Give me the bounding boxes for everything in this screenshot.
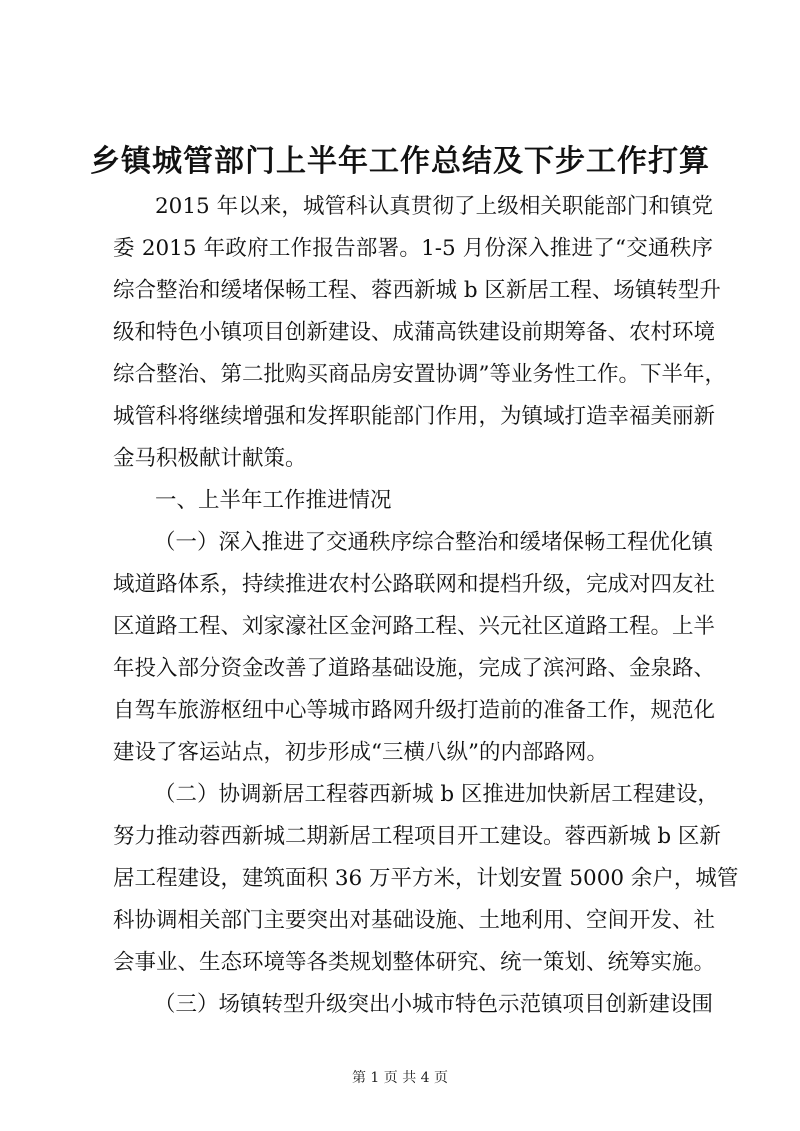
paragraph-line: 级和特色小镇项目创新建设、成蒲高铁建设前期筹备、农村环境 (113, 320, 716, 345)
paragraph-line: 2015 年以来，城管科认真贯彻了上级相关职能部门和镇党 (155, 194, 713, 219)
paragraph-line: 域道路体系，持续推进农村公路联网和提档升级，完成对四友社 (113, 572, 716, 597)
paragraph-line: （三）场镇转型升级突出小城市特色示范镇项目创新建设围 (154, 992, 714, 1017)
paragraph-line: 年投入部分资金改善了道路基础设施，完成了滨河路、金泉路、 (113, 656, 716, 681)
paragraph-line: 区道路工程、刘家濠社区金河路工程、兴元社区道路工程。上半 (113, 614, 716, 639)
paragraph-line: 城管科将继续增强和发挥职能部门作用，为镇域打造幸福美丽新 (113, 404, 716, 429)
page-footer: 第 1 页 共 4 页 (351, 1070, 449, 1086)
paragraph-line: 综合整治和缓堵保畅工程、蓉西新城 b 区新居工程、场镇转型升 (113, 278, 721, 303)
paragraph-line: 综合整治、第二批购买商品房安置协调”等业务性工作。下半年， (113, 362, 726, 387)
paragraph-line: 金马积极献计献策。 (113, 446, 307, 471)
section-heading: 一、上半年工作推进情况 (155, 488, 392, 513)
paragraph-line: 会事业、生态环境等各类规划整体研究、统一策划、统筹实施。 (113, 950, 716, 975)
paragraph-line: 委 2015 年政府工作报告部署。1-5 月份深入推进了“交通秩序 (113, 236, 713, 261)
paragraph-line: 努力推动蓉西新城二期新居工程项目开工建设。蓉西新城 b 区新 (113, 824, 721, 849)
document-title: 乡镇城管部门上半年工作总结及下步工作打算 (90, 144, 710, 179)
paragraph-line: （一）深入推进了交通秩序综合整治和缓堵保畅工程优化镇 (154, 530, 714, 555)
paragraph-line: 居工程建设，建筑面积 36 万平方米，计划安置 5000 余户，城管 (113, 866, 739, 891)
paragraph-line: （二）协调新居工程蓉西新城 b 区推进加快新居工程建设， (154, 782, 719, 807)
paragraph-line: 建设了客运站点，初步形成“三横八纵”的内部路网。 (113, 740, 608, 765)
paragraph-line: 科协调相关部门主要突出对基础设施、土地利用、空间开发、社 (113, 908, 716, 933)
paragraph-line: 自驾车旅游枢纽中心等城市路网升级打造前的准备工作，规范化 (113, 698, 716, 723)
